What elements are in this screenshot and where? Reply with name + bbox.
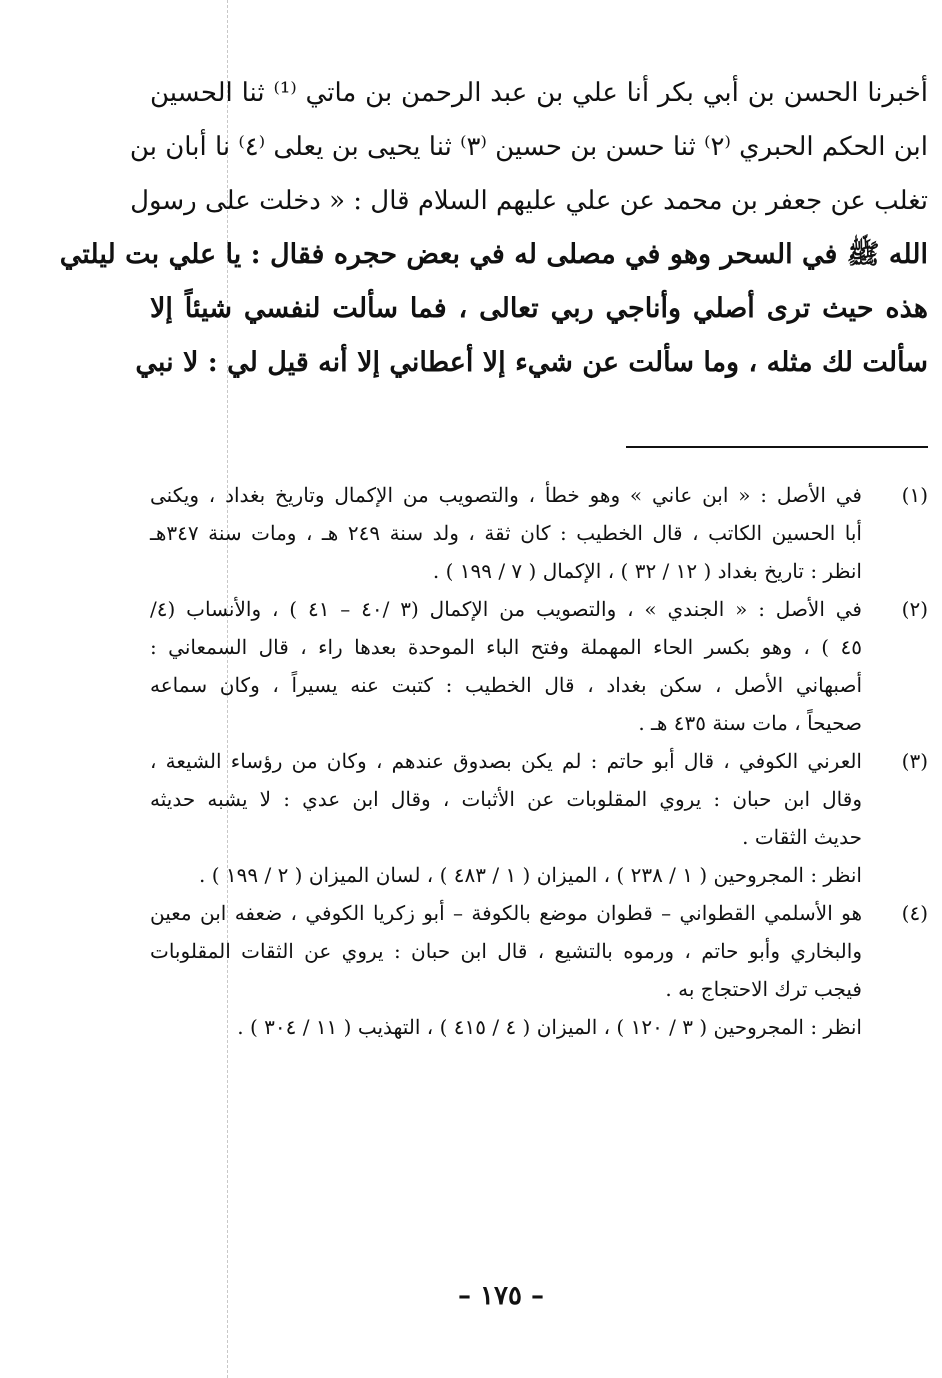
page-number: – ١٧٥ – — [457, 1281, 545, 1311]
footnote-line: انظر : المجروحين ( ١ / ٢٣٨ ) ، الميزان ( ١ / ٤٨٣ ) ، لسان الميزان ( ٢ / ١٩٩ ) . — [199, 863, 862, 887]
footnote-line: انظر : المجروحين ( ٣ / ١٢٠ ) ، الميزان ( ٤ / ٤١٥ ) ، التهذيب ( ١١ / ٣٠٤ ) . — [237, 1015, 862, 1039]
main-text-line: ابن الحكم الحبري ⁽٢⁾ ثنا حسن بن حسين ⁽٣⁾ ثنا يحيى بن يعلى ⁽٤⁾ نا أبان بن — [129, 132, 928, 162]
footnote-number: (١) — [901, 483, 928, 507]
footnote-body — [150, 894, 862, 1046]
footnote-4 — [150, 894, 928, 1046]
main-text-line-bold: الله ﷺ في السحر وهو في مصلى له في بعض حجره فقال : يا علي بت ليلتي — [59, 239, 928, 270]
main-text-line-bold: هذه حيث ترى أصلي وأناجي ربي تعالى ، فما سألت لنفسي شيئاً إلا — [150, 293, 928, 324]
footnote-line: فيجب ترك الاحتجاج به . — [665, 977, 862, 1001]
footnote-line: حديث الثقات . — [742, 825, 862, 849]
footnote-line: في الأصل : « ابن عاني » وهو خطأ ، والتصويب من الإكمال وتاريخ بغداد ، ويكنى — [150, 483, 862, 507]
footnote-line: العرني الكوفي ، قال أبو حاتم : لم يكن بصدوق عندهم ، وكان من رؤساء الشيعة ، — [150, 749, 862, 773]
footnote-line: هو الأسلمي القطواني – قطوان موضع بالكوفة – أبو زكريا الكوفي ، ضعفه ابن معين — [150, 901, 862, 925]
footnote-body — [150, 476, 862, 590]
footnotes — [150, 476, 928, 1046]
main-text-line: تغلب عن جعفر بن محمد عن علي عليهم السلام قال : « دخلت على رسول — [130, 186, 928, 216]
footnote-separator — [626, 446, 928, 448]
footnote-line: ٤٥ ) ، وهو بكسر الحاء المهملة وفتح الباء الموحدة بعدها راء ، قال السمعاني : — [150, 635, 862, 659]
main-text-line-bold: سألت لك مثله ، وما سألت عن شيء إلا أعطاني إلا أنه قيل لي : لا نبي — [135, 347, 928, 378]
main-text-block — [59, 66, 928, 390]
footnote-line: أصبهاني الأصل ، سكن بغداد ، قال الخطيب : كتبت عنه يسيراً ، وكان سماعه — [150, 673, 862, 697]
footnote-2 — [150, 590, 928, 742]
footnote-number: (٣) — [901, 749, 928, 773]
footnote-body — [150, 742, 862, 894]
main-text-line: أخبرنا الحسن بن أبي بكر أنا علي بن عبد الرحمن بن ماتي ⁽¹⁾ ثنا الحسين — [150, 78, 928, 108]
footnote-line: أبا الحسين الكاتب ، قال الخطيب : كان ثقة ، ولد سنة ٢٤٩ هـ ، ومات سنة ٣٤٧هـ — [150, 521, 862, 545]
footnote-number: (٢) — [901, 597, 928, 621]
footnote-number: (٤) — [901, 901, 928, 925]
footnote-body — [150, 590, 862, 742]
footnote-line: انظر : تاريخ بغداد ( ١٢ / ٣٢ ) ، الإكمال ( ٧ / ١٩٩ ) . — [432, 559, 862, 583]
footnote-3 — [150, 742, 928, 894]
footnote-line: والبخاري وأبو حاتم ، ورموه بالتشيع ، قال ابن حبان : يروي عن الثقات المقلوبات — [150, 939, 862, 963]
footnote-line: صحيحاً ، مات سنة ٤٣٥ هـ . — [638, 711, 862, 735]
footnote-line: وقال ابن حبان : يروي المقلوبات عن الأثبات ، وقال ابن عدي : لا يشبه حديثه — [150, 787, 862, 811]
footnote-line: في الأصل : « الجندي » ، والتصويب من الإكمال (٣ /٤٠ – ٤١ ) ، والأنساب (٤/ — [150, 597, 862, 621]
footnote-1 — [150, 476, 928, 590]
